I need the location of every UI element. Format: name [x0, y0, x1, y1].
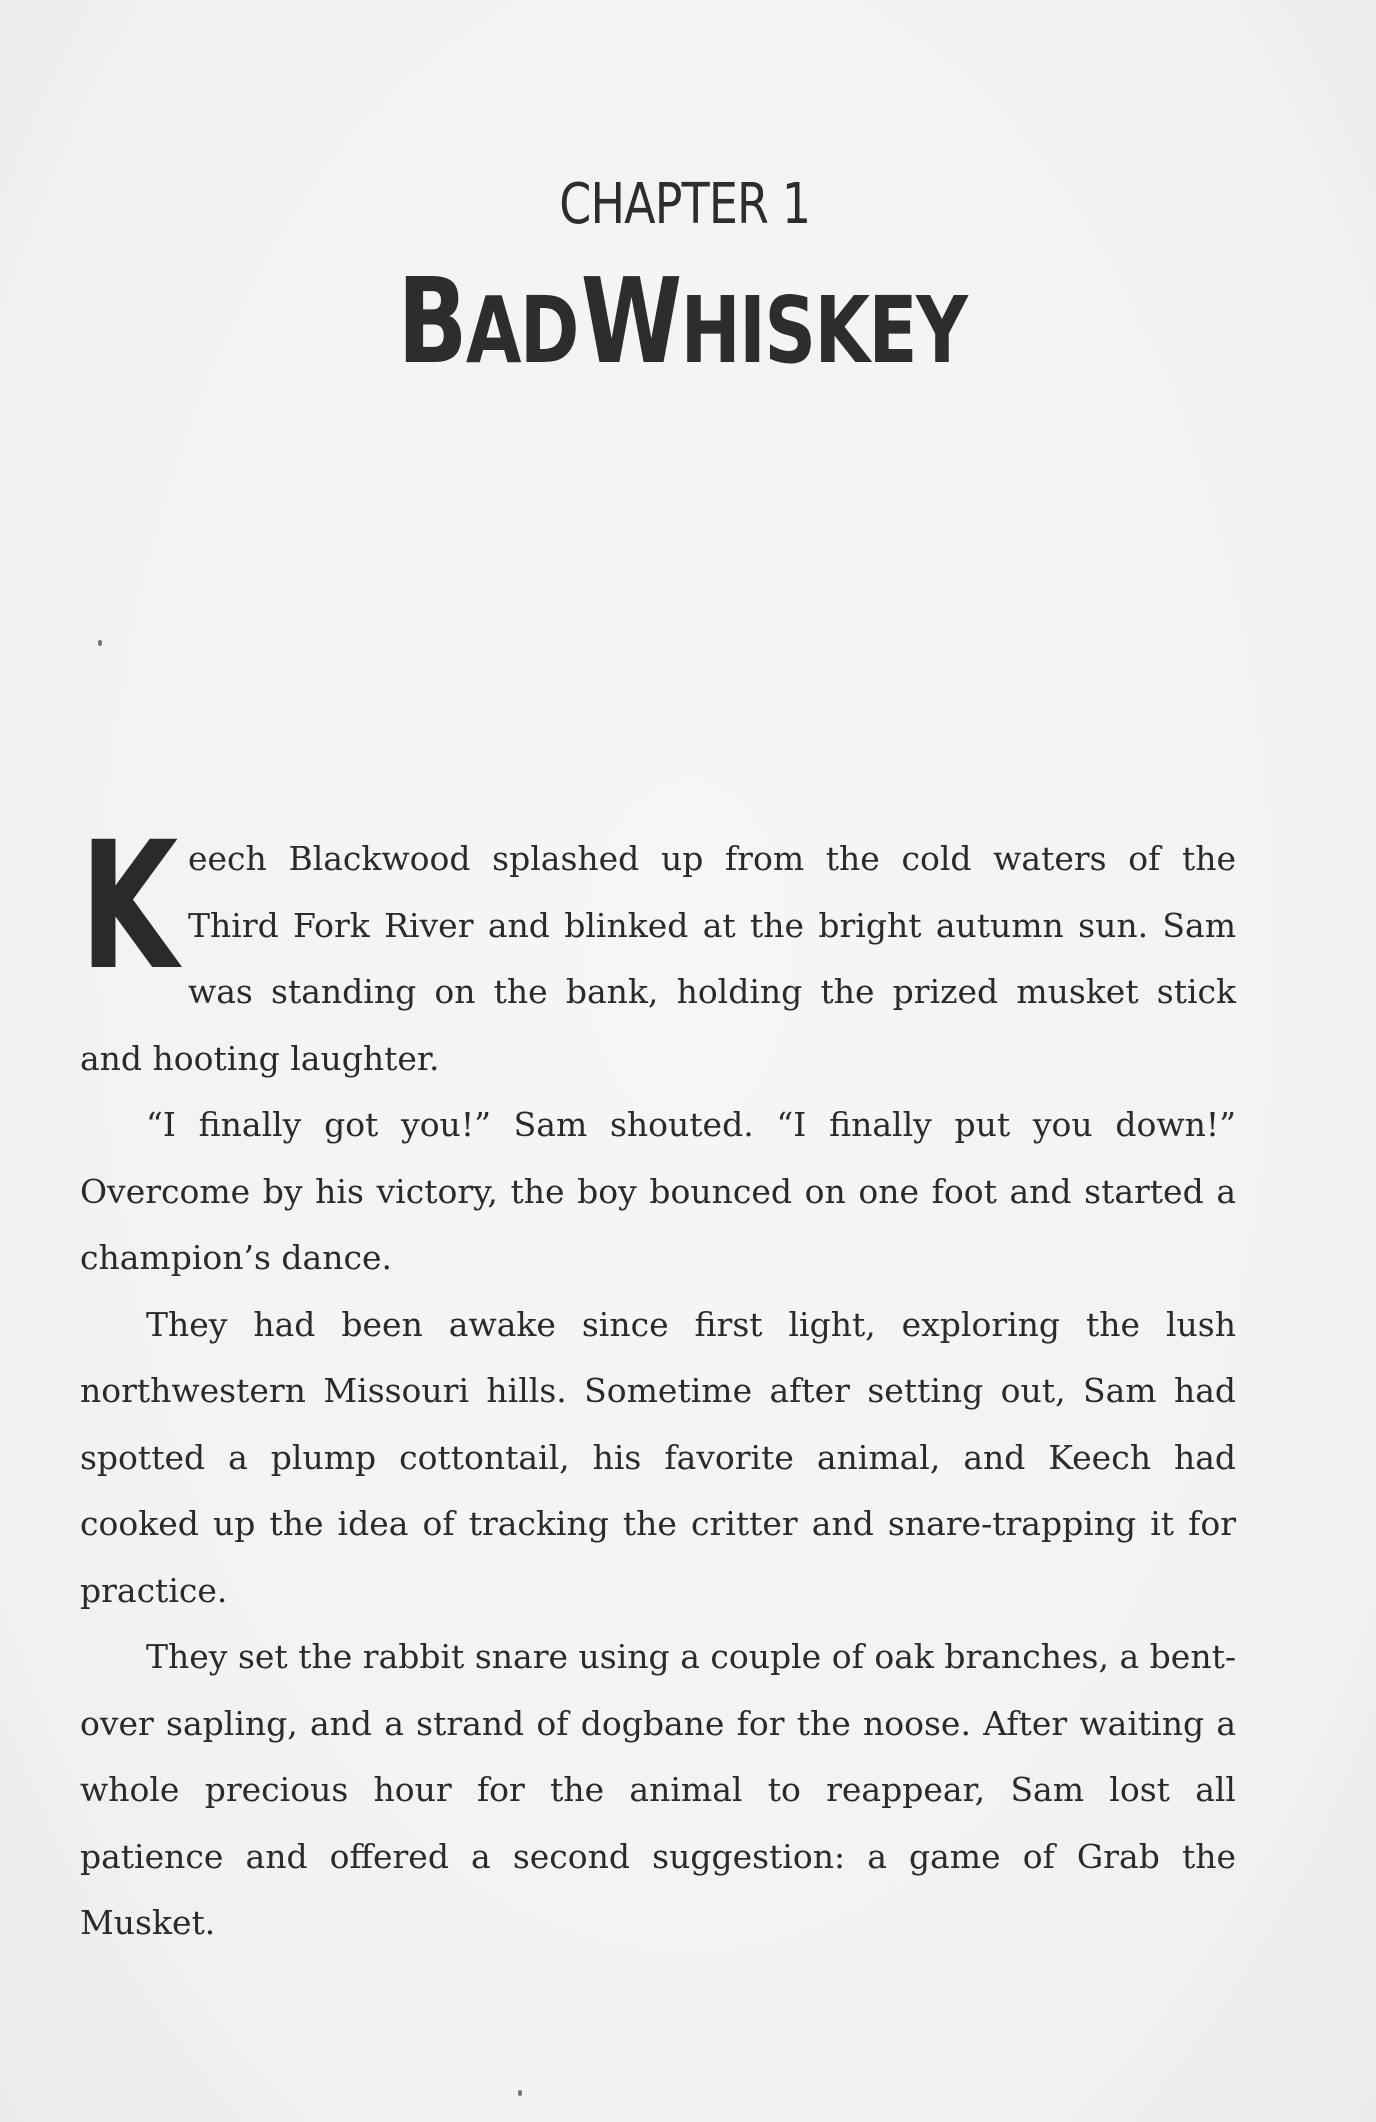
drop-cap: K	[80, 804, 179, 1009]
paragraph-3: They had been awake since first light, exploring the lush northwestern Missouri hills. Sometime after setting out, Sam had spotted a plump cottontail, his favorite animal, and Keech had cooked up the idea of tracking the critter and snare-trapping it for practice.	[80, 1304, 1236, 1610]
paragraph-1	[80, 804, 1236, 1092]
title-initial-1: B	[397, 252, 466, 390]
chapter-title	[145, 252, 1218, 390]
scan-speck	[518, 2090, 522, 2096]
chapter-label: CHAPTER 1	[559, 172, 811, 237]
scan-speck	[98, 640, 102, 646]
title-initial-2: W	[580, 252, 681, 390]
title-rest-2: HISKEY	[680, 277, 967, 384]
title-rest-1: AD	[465, 277, 578, 384]
paragraph-1-text: eech Blackwood splashed up from the cold waters of the Third Fork River and blinked at the bright autumn sun. Sam was standing on the bank, holding the prized musket stick and hooting laughter.	[80, 839, 1236, 1078]
paragraph-2: “I finally got you!” Sam shouted. “I finally put you down!” Overcome by his victory, the boy bounced on one foot and started a champion’s dance.	[80, 1105, 1236, 1277]
chapter-body	[80, 804, 1236, 1957]
paragraph-4: They set the rabbit snare using a couple of oak branches, a bent-over sapling, and a strand of dogbane for the noose. After waiting a whole precious hour for the animal to reappear, Sam lost all patience and offered a second suggestion: a game of Grab the Musket.	[80, 1637, 1236, 1942]
